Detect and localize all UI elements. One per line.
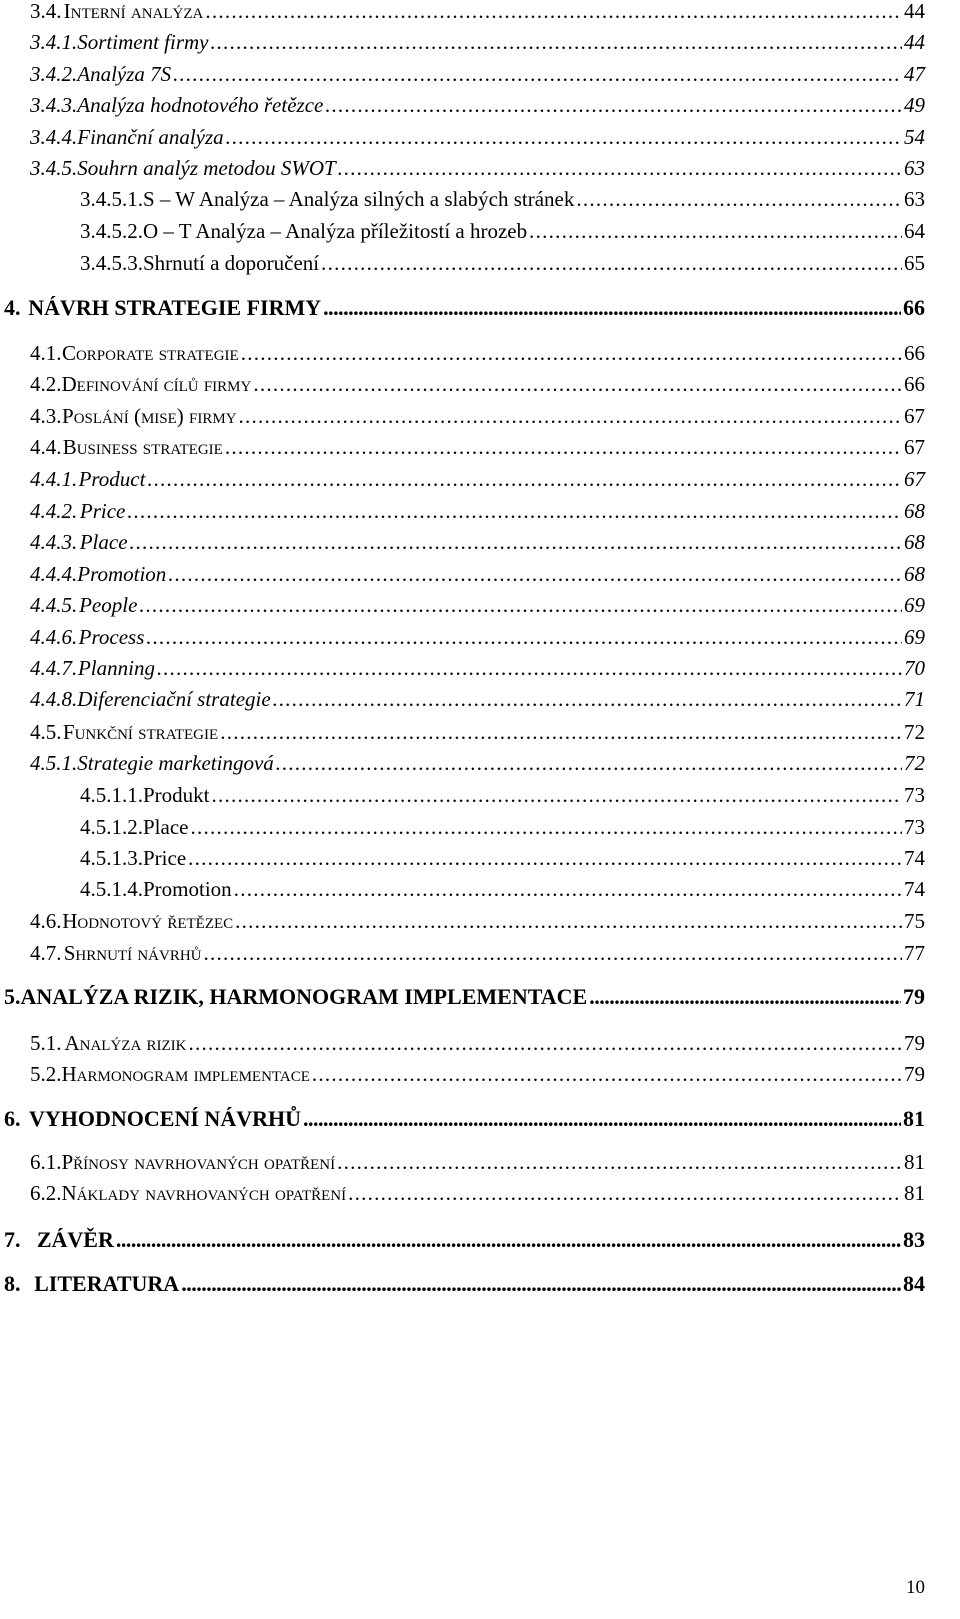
toc-entry-title: S – W Analýza – Analýza silných a slabých stránek	[143, 187, 575, 211]
toc-entry[interactable]	[30, 1181, 925, 1206]
toc-entry-title: Product	[78, 467, 146, 491]
toc-entry-page: 77	[904, 941, 925, 965]
toc-entry-page: 68	[904, 530, 925, 554]
toc-entry-number: 3.4.5.	[30, 156, 78, 180]
toc-entry-number: 4.5.1.4.	[80, 877, 143, 901]
toc-entry-number: 4.	[4, 295, 21, 320]
toc-dot-leader	[312, 1062, 902, 1087]
toc-entry-number: 3.4.2.	[30, 62, 78, 86]
toc-dot-leader	[189, 1031, 902, 1056]
toc-entry-title: Promotion	[143, 877, 232, 901]
toc-entry[interactable]	[30, 372, 925, 397]
toc-entry-number: 4.4.6.	[30, 625, 78, 649]
toc-entry-title: Přínosy navrhovaných opatření	[61, 1150, 336, 1174]
toc-entry[interactable]	[4, 1106, 925, 1132]
toc-entry[interactable]	[30, 435, 925, 460]
toc-entry-page: 66	[903, 295, 925, 320]
toc-entry[interactable]	[30, 687, 925, 712]
toc-entry[interactable]	[30, 909, 925, 934]
toc-entry-page: 49	[904, 93, 925, 117]
toc-entry-page: 44	[904, 30, 925, 54]
toc-dot-leader	[239, 404, 902, 429]
toc-entry-title: Harmonogram implementace	[61, 1062, 310, 1086]
toc-entry-number: 3.4.5.2.	[80, 219, 143, 243]
toc-dot-leader	[303, 1106, 901, 1132]
toc-entry-page: 64	[904, 219, 925, 243]
toc-entry-title: Place	[79, 530, 128, 554]
toc-dot-leader	[276, 751, 902, 776]
toc-entry-page: 63	[904, 156, 925, 180]
page-number: 10	[906, 1577, 925, 1598]
toc-entry-number: 4.4.8.	[30, 687, 78, 711]
toc-dot-leader	[226, 125, 902, 150]
toc-dot-leader	[589, 984, 901, 1010]
toc-entry-number: 4.2.	[30, 372, 62, 396]
toc-entry[interactable]	[30, 720, 925, 745]
toc-entry-number: 4.4.	[30, 435, 62, 459]
toc-entry[interactable]	[30, 0, 925, 24]
toc-entry-page: 69	[904, 625, 925, 649]
toc-entry[interactable]	[80, 251, 925, 276]
toc-entry[interactable]	[30, 625, 925, 650]
toc-entry-page: 66	[904, 372, 925, 396]
toc-entry-title: Analýza hodnotového řetězce	[77, 93, 324, 117]
toc-entry-page: 63	[904, 187, 925, 211]
toc-entry-title: People	[79, 593, 138, 617]
toc-entry-page: 84	[903, 1271, 925, 1296]
toc-dot-leader	[139, 593, 902, 618]
toc-entry-number: 5.2.	[30, 1062, 62, 1086]
toc-dot-leader	[273, 687, 902, 712]
toc-dot-leader	[323, 295, 901, 321]
toc-dot-leader	[325, 93, 902, 118]
toc-entry-number: 4.4.3.	[30, 530, 78, 554]
toc-entry-title: Place	[143, 815, 189, 839]
toc-dot-leader	[130, 530, 902, 555]
toc-dot-leader	[211, 30, 903, 55]
toc-entry-number: 6.2.	[30, 1181, 62, 1205]
toc-entry-number: 4.5.1.1.	[80, 783, 143, 807]
toc-entry-page: 47	[904, 62, 925, 86]
toc-entry-page: 68	[904, 499, 925, 523]
toc-entry-page: 73	[904, 815, 925, 839]
toc-dot-leader	[190, 815, 902, 840]
toc-entry[interactable]	[30, 125, 925, 150]
toc-entry-number: 3.4.1.	[30, 30, 78, 54]
toc-entry[interactable]	[80, 783, 925, 808]
toc-entry-title: Strategie marketingová	[77, 751, 274, 775]
toc-entry[interactable]	[30, 1150, 925, 1175]
toc-entry-number: 6.	[4, 1106, 21, 1131]
toc-entry[interactable]	[4, 295, 925, 321]
toc-entry-page: 72	[904, 751, 925, 775]
toc-entry-page: 68	[904, 562, 925, 586]
toc-entry-number: 8.	[4, 1271, 21, 1296]
toc-entry[interactable]	[80, 219, 925, 244]
toc-dot-leader	[157, 656, 902, 681]
toc-dot-leader	[204, 941, 903, 966]
toc-entry-page: 73	[904, 783, 925, 807]
toc-entry-title: Analýza 7S	[77, 62, 172, 86]
toc-entry[interactable]	[30, 530, 925, 555]
toc-entry[interactable]	[80, 846, 925, 871]
toc-entry-page: 65	[904, 251, 925, 275]
toc-entry-title: Shrnutí návrhů	[63, 941, 202, 965]
toc-entry-page: 79	[904, 1062, 925, 1086]
toc-entry-number: 5.	[4, 984, 21, 1009]
toc-entry[interactable]	[30, 562, 925, 587]
toc-entry-number: 5.1.	[30, 1031, 62, 1055]
toc-dot-leader	[181, 1271, 901, 1297]
toc-dot-leader	[168, 562, 902, 587]
toc-entry-number: 4.4.2.	[30, 499, 78, 523]
toc-dot-leader	[348, 1181, 902, 1206]
toc-entry-page: 67	[904, 467, 925, 491]
toc-entry-number: 4.5.	[30, 720, 62, 744]
toc-entry-number: 7.	[4, 1227, 21, 1252]
toc-entry-title: Diferenciační strategie	[77, 687, 271, 711]
toc-dot-leader	[576, 187, 902, 212]
toc-dot-leader	[338, 156, 902, 181]
toc-dot-leader	[205, 0, 902, 24]
toc-entry-page: 69	[904, 593, 925, 617]
toc-entry-page: 79	[904, 1031, 925, 1055]
toc-entry-number: 3.4.	[30, 0, 62, 23]
toc-entry-title: Shrnutí a doporučení	[143, 251, 320, 275]
toc-entry-title: Price	[143, 846, 187, 870]
toc-entry-page: 70	[904, 656, 925, 680]
toc-entry[interactable]	[80, 877, 925, 902]
toc-entry-number: 3.4.3.	[30, 93, 78, 117]
toc-entry-title: Process	[78, 625, 145, 649]
toc-entry[interactable]	[30, 1031, 925, 1056]
toc-entry[interactable]	[30, 341, 925, 366]
toc-entry-page: 72	[904, 720, 925, 744]
toc-entry-page: 54	[904, 125, 925, 149]
toc-dot-leader	[116, 1227, 901, 1253]
toc-entry-number: 4.5.1.	[30, 751, 78, 775]
toc-entry-title: LITERATURA	[34, 1271, 180, 1296]
toc-entry-number: 3.4.4.	[30, 125, 78, 149]
toc-entry-page: 66	[904, 341, 925, 365]
toc-dot-leader	[146, 625, 902, 650]
toc-entry[interactable]	[80, 187, 925, 212]
toc-entry-title: Promotion	[77, 562, 167, 586]
toc-dot-leader	[220, 720, 902, 745]
toc-entry-page: 67	[904, 435, 925, 459]
toc-entry-title: Sortiment firmy	[77, 30, 209, 54]
toc-dot-leader	[529, 219, 902, 244]
toc-entry-page: 81	[904, 1181, 925, 1205]
toc-dot-leader	[127, 499, 902, 524]
toc-entry-page: 44	[904, 0, 925, 23]
toc-entry-page: 81	[903, 1106, 925, 1131]
toc-entry-number: 4.4.4.	[30, 562, 78, 586]
toc-dot-leader	[337, 1150, 902, 1175]
toc-entry-title: Planning	[77, 656, 155, 680]
toc-entry-title: Souhrn analýz metodou SWOT	[77, 156, 336, 180]
toc-entry-title: Poslání (mise) firmy	[62, 404, 237, 428]
toc-entry-title: Finanční analýza	[77, 125, 224, 149]
toc-entry[interactable]	[30, 404, 925, 429]
toc-entry-page: 74	[904, 846, 925, 870]
toc-entry-title: Business strategie	[62, 435, 223, 459]
toc-entry[interactable]	[30, 156, 925, 181]
toc-entry-page: 75	[904, 909, 925, 933]
toc-entry-title: Interní analýza	[63, 0, 204, 23]
toc-entry-title: Funkční strategie	[62, 720, 219, 744]
toc-entry-number: 4.1.	[30, 341, 62, 365]
toc-dot-leader	[253, 372, 902, 397]
toc-entry-title: Definování cílů firmy	[61, 372, 252, 396]
toc-dot-leader	[234, 877, 902, 902]
toc-entry-number: 4.5.1.2.	[80, 815, 143, 839]
toc-entry-title: Corporate strategie	[61, 341, 239, 365]
toc-entry-number: 4.6.	[30, 909, 62, 933]
toc-entry-number: 6.1.	[30, 1150, 62, 1174]
toc-entry-title: NÁVRH STRATEGIE FIRMY	[28, 295, 322, 320]
toc-dot-leader	[147, 467, 902, 492]
toc-entry-page: 79	[903, 984, 925, 1009]
toc-entry-page: 74	[904, 877, 925, 901]
toc-entry[interactable]	[4, 1227, 925, 1253]
toc-entry[interactable]	[30, 467, 925, 492]
toc-entry-title: Hodnotový řetězec	[62, 909, 234, 933]
toc-entry[interactable]	[30, 1062, 925, 1087]
toc-entry[interactable]	[30, 30, 925, 55]
toc-entry-title: O – T Analýza – Analýza příležitostí a hrozeb	[143, 219, 528, 243]
toc-entry[interactable]	[30, 751, 925, 776]
toc-entry[interactable]	[80, 815, 925, 840]
toc-entry-title: Produkt	[143, 783, 210, 807]
toc-dot-leader	[225, 435, 902, 460]
toc-entry-number: 3.4.5.1.	[80, 187, 143, 211]
toc-entry-title: ZÁVĚR	[36, 1227, 114, 1252]
toc-entry[interactable]	[30, 93, 925, 118]
toc-dot-leader	[188, 846, 902, 871]
toc-entry[interactable]	[30, 941, 925, 966]
toc-entry-number: 4.4.7.	[30, 656, 78, 680]
toc-entry-number: 3.4.5.3.	[80, 251, 143, 275]
toc-entry[interactable]	[30, 62, 925, 87]
toc-entry[interactable]	[30, 656, 925, 681]
toc-entry-title: Price	[79, 499, 126, 523]
toc-entry-number: 4.4.1.	[30, 467, 78, 491]
toc-entry-number: 4.5.1.3.	[80, 846, 143, 870]
toc-entry[interactable]	[30, 499, 925, 524]
toc-dot-leader	[235, 909, 902, 934]
toc-entry-page: 71	[904, 687, 925, 711]
toc-entry[interactable]	[4, 984, 925, 1010]
toc-entry-number: 4.4.5.	[30, 593, 78, 617]
toc-entry[interactable]	[4, 1271, 925, 1297]
toc-dot-leader	[173, 62, 902, 87]
toc-entry-number: 4.3.	[30, 404, 62, 428]
toc-entry[interactable]	[30, 593, 925, 618]
toc-dot-leader	[212, 783, 902, 808]
toc-entry-title: Náklady navrhovaných opatření	[61, 1181, 347, 1205]
toc-entry-page: 67	[904, 404, 925, 428]
toc-entry-number: 4.7.	[30, 941, 62, 965]
toc-entry-page: 83	[903, 1227, 925, 1252]
toc-entry-page: 81	[904, 1150, 925, 1174]
toc-entry-title: ANALÝZA RIZIK, HARMONOGRAM IMPLEMENTACE	[20, 984, 588, 1009]
toc-entry-title: VYHODNOCENÍ NÁVRHŮ	[29, 1106, 301, 1131]
toc-dot-leader	[241, 341, 902, 366]
toc-dot-leader	[321, 251, 902, 276]
toc-entry-title: Analýza rizik	[64, 1031, 187, 1055]
